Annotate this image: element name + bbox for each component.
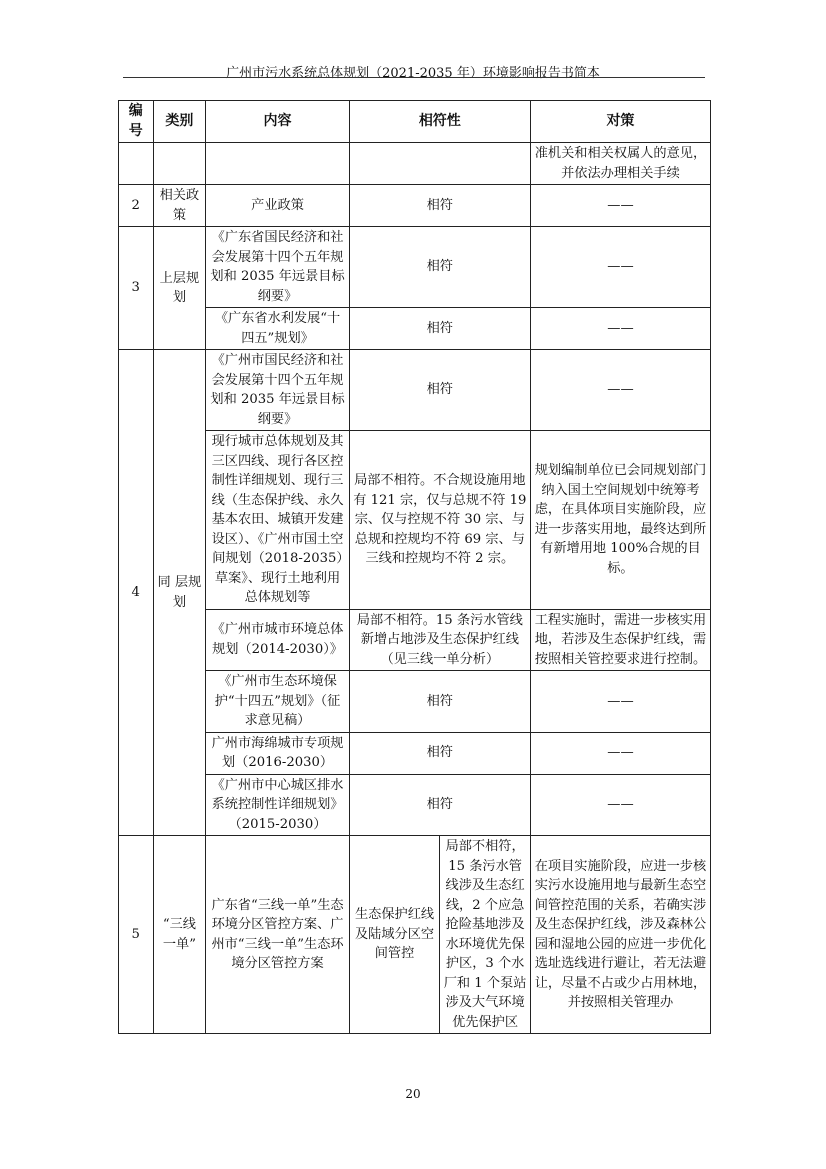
col-header-content: 内容 <box>206 101 349 143</box>
cell-conformity <box>349 143 530 185</box>
table-row <box>119 609 711 671</box>
col-header-measures: 对策 <box>530 101 710 143</box>
cell-conformity: 相符 <box>349 671 530 733</box>
cell-content: 广州市海绵城市专项规划（2016-2030） <box>206 732 349 774</box>
cell-measures: —— <box>530 308 710 350</box>
cell-measures: —— <box>530 732 710 774</box>
cell-measures: —— <box>530 774 710 836</box>
cell-subcategory: 生态保护红线及陆域分区空间管控 <box>349 836 440 1034</box>
cell-measures: —— <box>530 671 710 733</box>
cell-conformity: 相符 <box>349 227 530 308</box>
document-header-title: 广州市污水系统总体规划（2021-2035 年）环境影响报告书简本 <box>226 66 600 81</box>
header-divider <box>123 77 705 78</box>
cell-conformity: 局部不相符，15 条污水管线涉及生态红线，2 个应急抢险基地涉及水环境优先保护区，3 个水厂和 1 个泵站涉及大气环境优先保护区 <box>440 836 531 1034</box>
cell-measures: —— <box>530 350 710 431</box>
cell-conformity: 相符 <box>349 185 530 227</box>
table-row <box>119 732 711 774</box>
cell-content: 《广东省水利发展“十四五”规划》 <box>206 308 349 350</box>
table-row <box>119 836 711 1034</box>
cell-conformity: 局部不相符。15 条污水管线新增占地涉及生态保护红线（见三线一单分析） <box>349 609 530 671</box>
cell-measures: 在项目实施阶段，应进一步核实污水设施用地与最新生态空间管控范围的关系，若确实涉及生态保护红线，涉及森林公园和湿地公园的应进一步优化选址选线进行避让，若无法避让，尽量不占或少占用林地，并按照相关管理办 <box>530 836 710 1034</box>
col-header-category: 类别 <box>153 101 206 143</box>
cell-category <box>153 143 206 185</box>
cell-content: 现行城市总体规划及其三区四线、现行各区控制性详细规划、现行三线（生态保护线、永久基本农田、城镇开发建设区）、《广州市国土空间规划（2018-2035）草案》、现行土地利用总体规划等 <box>206 431 349 610</box>
cell-no: 4 <box>119 350 154 836</box>
conformity-table <box>118 100 711 1034</box>
table-row <box>119 185 711 227</box>
cell-measures: 工程实施时，需进一步核实用地，若涉及生态保护红线，需按照相关管控要求进行控制。 <box>530 609 710 671</box>
cell-conformity: 相符 <box>349 774 530 836</box>
table-row <box>119 143 711 185</box>
cell-no: 3 <box>119 227 154 350</box>
col-header-conformity: 相符性 <box>349 101 530 143</box>
cell-content: 《广州市中心城区排水系统控制性详细规划》（2015-2030） <box>206 774 349 836</box>
table-header-row <box>119 101 711 143</box>
cell-category: 上层规划 <box>153 227 206 350</box>
cell-no: 2 <box>119 185 154 227</box>
cell-content: 产业政策 <box>206 185 349 227</box>
page-number: 20 <box>405 1087 421 1101</box>
cell-category: 相关政策 <box>153 185 206 227</box>
cell-content: 《广州市生态环境保护“十四五”规划》（征求意见稿） <box>206 671 349 733</box>
table-row <box>119 350 711 431</box>
cell-content: 《广州市国民经济和社会发展第十四个五年规划和 2035 年远景目标纲要》 <box>206 350 349 431</box>
cell-category: 同 层规划 <box>153 350 206 836</box>
table-row <box>119 227 711 308</box>
cell-measures: —— <box>530 227 710 308</box>
col-header-no: 编号 <box>119 101 154 143</box>
cell-content: 广东省“三线一单”生态环境分区管控方案、广州市“三线一单”生态环境分区管控方案 <box>206 836 349 1034</box>
table-row <box>119 308 711 350</box>
cell-measures: 规划编制单位已会同规划部门纳入国土空间规划中统筹考虑，在具体项目实施阶段，应进一步落实用地，最终达到所有新增用地 100%合规的目标。 <box>530 431 710 610</box>
cell-category: “三线一单” <box>153 836 206 1034</box>
cell-measures: 准机关和相关权属人的意见，并依法办理相关手续 <box>530 143 710 185</box>
cell-conformity: 相符 <box>349 308 530 350</box>
cell-no: 5 <box>119 836 154 1034</box>
cell-measures: —— <box>530 185 710 227</box>
table-row <box>119 431 711 610</box>
cell-content <box>206 143 349 185</box>
table-row <box>119 671 711 733</box>
cell-conformity: 相符 <box>349 350 530 431</box>
cell-conformity: 局部不相符。不合规设施用地有 121 宗，仅与总规不符 19 宗、仅与控规不符 30 宗、与总规和控规均不符 69 宗、与三线和控规均不符 2 宗。 <box>349 431 530 610</box>
cell-content: 《广州市城市环境总体规划（2014-2030）》 <box>206 609 349 671</box>
table-row <box>119 774 711 836</box>
cell-conformity: 相符 <box>349 732 530 774</box>
cell-content: 《广东省国民经济和社会发展第十四个五年规划和 2035 年远景目标纲要》 <box>206 227 349 308</box>
cell-no <box>119 143 154 185</box>
